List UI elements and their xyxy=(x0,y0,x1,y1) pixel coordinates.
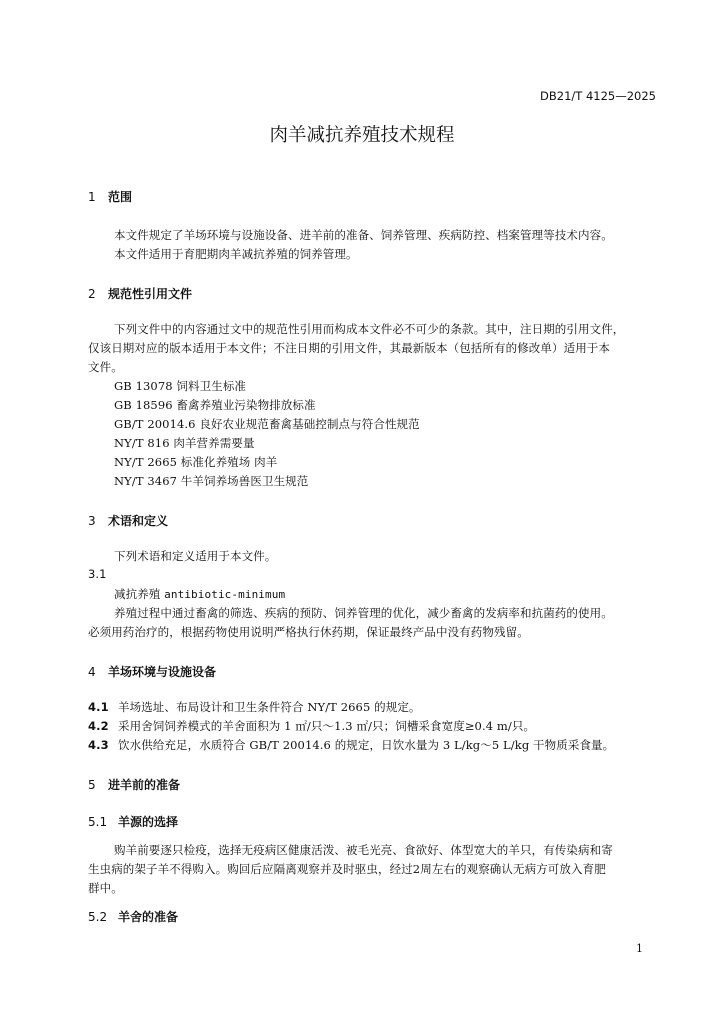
section-title: 术语和定义 xyxy=(108,514,169,528)
paragraph-line: 生虫病的架子羊不得购入。购回后应隔离观察并及时驱虫，经过2周左右的观察确认无病方可放入育肥 xyxy=(88,862,606,876)
document-title: 肉羊减抗养殖技术规程 xyxy=(269,125,455,146)
paragraph-line: 必须用药治疗的，根据药物使用说明严格执行休药期，保证最终产品中没有药物残留。 xyxy=(88,625,529,639)
section-title: 羊场环境与设施设备 xyxy=(108,665,217,679)
subsection-number: 5.2 xyxy=(88,910,108,924)
section-1-heading xyxy=(88,188,132,205)
paragraph-line: 养殖过程中通过畜禽的筛选、疾病的预防、饲养管理的优化，减少畜禽的发病率和抗菌药的使用。 xyxy=(114,606,613,620)
subsection-title: 羊舍的准备 xyxy=(118,910,179,924)
reference-item: GB 13078 饲料卫生标准 xyxy=(114,379,247,393)
document-number: DB21/T 4125—2025 xyxy=(540,89,656,103)
section-2-heading xyxy=(88,285,192,302)
paragraph-line: 购羊前要逐只检疫，选择无疫病区健康活泼、被毛光亮、食欲好、体型宽大的羊只，有传染病和寄 xyxy=(114,843,613,857)
reference-item: GB 18596 畜禽养殖业污染物排放标准 xyxy=(114,398,316,412)
section-title: 规范性引用文件 xyxy=(108,287,193,301)
clause-number: 4.2 xyxy=(88,719,109,733)
section-number: 2 xyxy=(88,287,96,301)
paragraph-line: 群中。 xyxy=(88,881,123,895)
section-number: 1 xyxy=(88,190,96,204)
clause-item xyxy=(88,737,614,753)
section-4-heading xyxy=(88,663,216,680)
term-chinese: 减抗养殖 xyxy=(114,587,161,601)
term-number: 3.1 xyxy=(88,567,107,581)
subsection-number: 5.1 xyxy=(88,815,108,829)
term-entry xyxy=(114,586,285,602)
subsection-title: 羊源的选择 xyxy=(118,815,179,829)
paragraph: 下列术语和定义适用于本文件。 xyxy=(114,549,277,563)
paragraph-line: 下列文件中的内容通过文中的规范性引用而构成本文件必不可少的条款。其中，注日期的引用文件， xyxy=(114,322,625,336)
paragraph: 本文件适用于育肥期肉羊减抗养殖的饲养管理。 xyxy=(114,247,358,261)
section-number: 3 xyxy=(88,514,96,528)
clause-text: 饮水供给充足，水质符合 GB/T 20014.6 的规定，日饮水量为 3 L/kg～5 L/kg 干物质采食量。 xyxy=(118,738,615,752)
section-3-heading xyxy=(88,512,168,529)
reference-item: NY/T 2665 标准化养殖场 肉羊 xyxy=(114,455,278,469)
subsection-5-2-heading xyxy=(88,908,178,925)
clause-number: 4.3 xyxy=(88,738,109,752)
clause-item xyxy=(88,718,535,734)
clause-text: 羊场选址、布局设计和卫生条件符合 NY/T 2665 的规定。 xyxy=(118,700,421,714)
paragraph-line: 仅该日期对应的版本适用于本文件；不注日期的引用文件，其最新版本（包括所有的修改单）适用于本 xyxy=(88,341,610,355)
clause-text: 采用舍饲饲养模式的羊舍面积为 1 ㎡/只～1.3 ㎡/只；饲槽采食宽度≥0.4 m/只。 xyxy=(118,719,536,733)
clause-number: 4.1 xyxy=(88,700,109,714)
paragraph-line: 文件。 xyxy=(88,360,123,374)
reference-item: GB/T 20014.6 良好农业规范畜禽基础控制点与符合性规范 xyxy=(114,417,420,431)
subsection-5-1-heading xyxy=(88,813,178,830)
section-number: 4 xyxy=(88,665,96,679)
clause-item xyxy=(88,699,421,715)
reference-item: NY/T 3467 牛羊饲养场兽医卫生规范 xyxy=(114,474,309,488)
section-5-heading xyxy=(88,776,180,793)
section-number: 5 xyxy=(88,778,96,792)
section-title: 进羊前的准备 xyxy=(108,778,181,792)
term-english: antibiotic-minimum xyxy=(164,588,286,601)
page-number: 1 xyxy=(636,942,643,955)
paragraph: 本文件规定了羊场环境与设施设备、进羊前的准备、饲养管理、疾病防控、档案管理等技术内容。 xyxy=(114,228,613,242)
reference-item: NY/T 816 肉羊营养需要量 xyxy=(114,436,255,450)
section-title: 范围 xyxy=(108,190,133,204)
